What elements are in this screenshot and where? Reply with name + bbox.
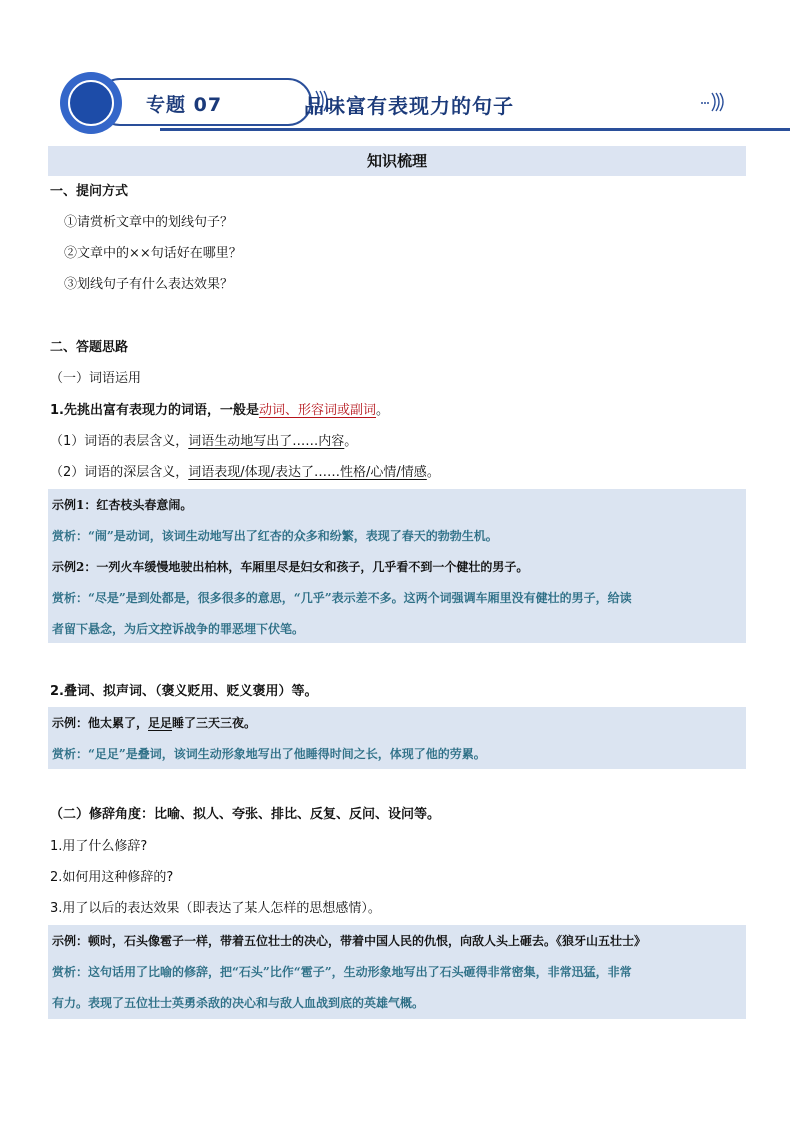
point-1-lead: 1.先挑出富有表现力的词语，一般是 [50, 403, 259, 418]
analysis-2-line-1: 赏析：“尽是”是到处都是，很多很多的意思，“几乎”表示差不多。这两个词强调车厢里没有健壮的男子，给读 [52, 591, 632, 605]
part2-heading: 二、答题思路 [50, 340, 129, 355]
example-box-2 [48, 707, 746, 769]
analysis-1: 赏析：“闹”是动词，该词生动地写出了红杏的众多和纷繁，表现了春天的勃勃生机。 [52, 529, 498, 543]
point-1-a-lead: （1）词语的表层含义， [50, 434, 189, 449]
example-3-lead: 示例：他太累了， [52, 716, 149, 730]
topic-tag: 专题 07 [146, 94, 223, 116]
analysis-4-line-2: 有力。表现了五位壮士英勇杀敌的决心和与敌人血战到底的英雄气概。 [52, 996, 425, 1010]
analysis-4-line-1: 赏析：这句话用了比喻的修辞，把“石头”比作“雹子”，生动形象地写出了石头砸得非常密集，非常迅猛，非常 [52, 965, 632, 979]
example-3 [52, 713, 256, 733]
rhetoric-question-2: 2.如何用这种修辞的? [50, 870, 174, 885]
example-box-3 [48, 925, 746, 1019]
section-bar: 知识梳理 [48, 146, 746, 176]
header-underline [160, 128, 790, 131]
example-box-1 [48, 489, 746, 643]
point-1-b-tail: 。 [426, 465, 440, 480]
topic-title: 品味富有表现力的句子 [304, 94, 514, 118]
point-1-highlight: 动词、形容词或副词 [258, 403, 376, 418]
point-1-a-answer: 词语生动地写出了……内容 [188, 434, 345, 449]
question-item-3: ③划线句子有什么表达效果？ [64, 277, 234, 292]
point-1-b-answer: 词语表现/体现/表达了……性格/心情/情感 [188, 465, 427, 480]
question-item-1: ①请赏析文章中的划线句子？ [64, 215, 234, 230]
analysis-3: 赏析：“足足”是叠词，该词生动形象地写出了他睡得时间之长，体现了他的劳累。 [52, 747, 486, 761]
part1-heading: 一、提问方式 [50, 184, 129, 199]
dots-decoration-icon [700, 90, 726, 114]
point-1-a-tail: 。 [344, 434, 358, 449]
point-1-a [50, 432, 357, 452]
analysis-2-line-2: 者留下悬念，为后文控诉战争的罪恶埋下伏笔。 [52, 622, 305, 636]
subsection-word-use: （一）词语运用 [50, 371, 142, 386]
point-1-b [50, 463, 440, 483]
point-2: 2.叠词、拟声词、（褒义贬用、贬义褒用）等。 [50, 684, 318, 699]
point-1 [50, 401, 389, 421]
point-1-b-lead: （2）词语的深层含义， [50, 465, 189, 480]
subsection-rhetoric: （二）修辞角度：比喻、拟人、夸张、排比、反复、反问、设问等。 [50, 807, 441, 822]
example-2: 示例2：一列火车缓慢地驶出柏林，车厢里尽是妇女和孩子，几乎看不到一个健壮的男子。 [52, 560, 529, 574]
point-1-tail: 。 [376, 403, 390, 418]
topic-circle-icon [60, 72, 122, 134]
example-1: 示例1：红杏枝头春意闹。 [52, 498, 193, 512]
topic-header [60, 72, 740, 132]
example-4: 示例：顿时，石头像雹子一样，带着五位壮士的决心，带着中国人民的仇恨，向敌人头上砸去。《狼牙山五壮士》 [52, 934, 647, 948]
example-3-tail: 睡了三天三夜。 [172, 716, 257, 730]
rhetoric-question-1: 1.用了什么修辞? [50, 839, 148, 854]
example-3-underlined: 足足 [148, 716, 173, 730]
question-item-2: ②文章中的××句话好在哪里？ [64, 246, 242, 261]
rhetoric-question-3: 3.用了以后的表达效果（即表达了某人怎样的思想感情）。 [50, 901, 381, 916]
